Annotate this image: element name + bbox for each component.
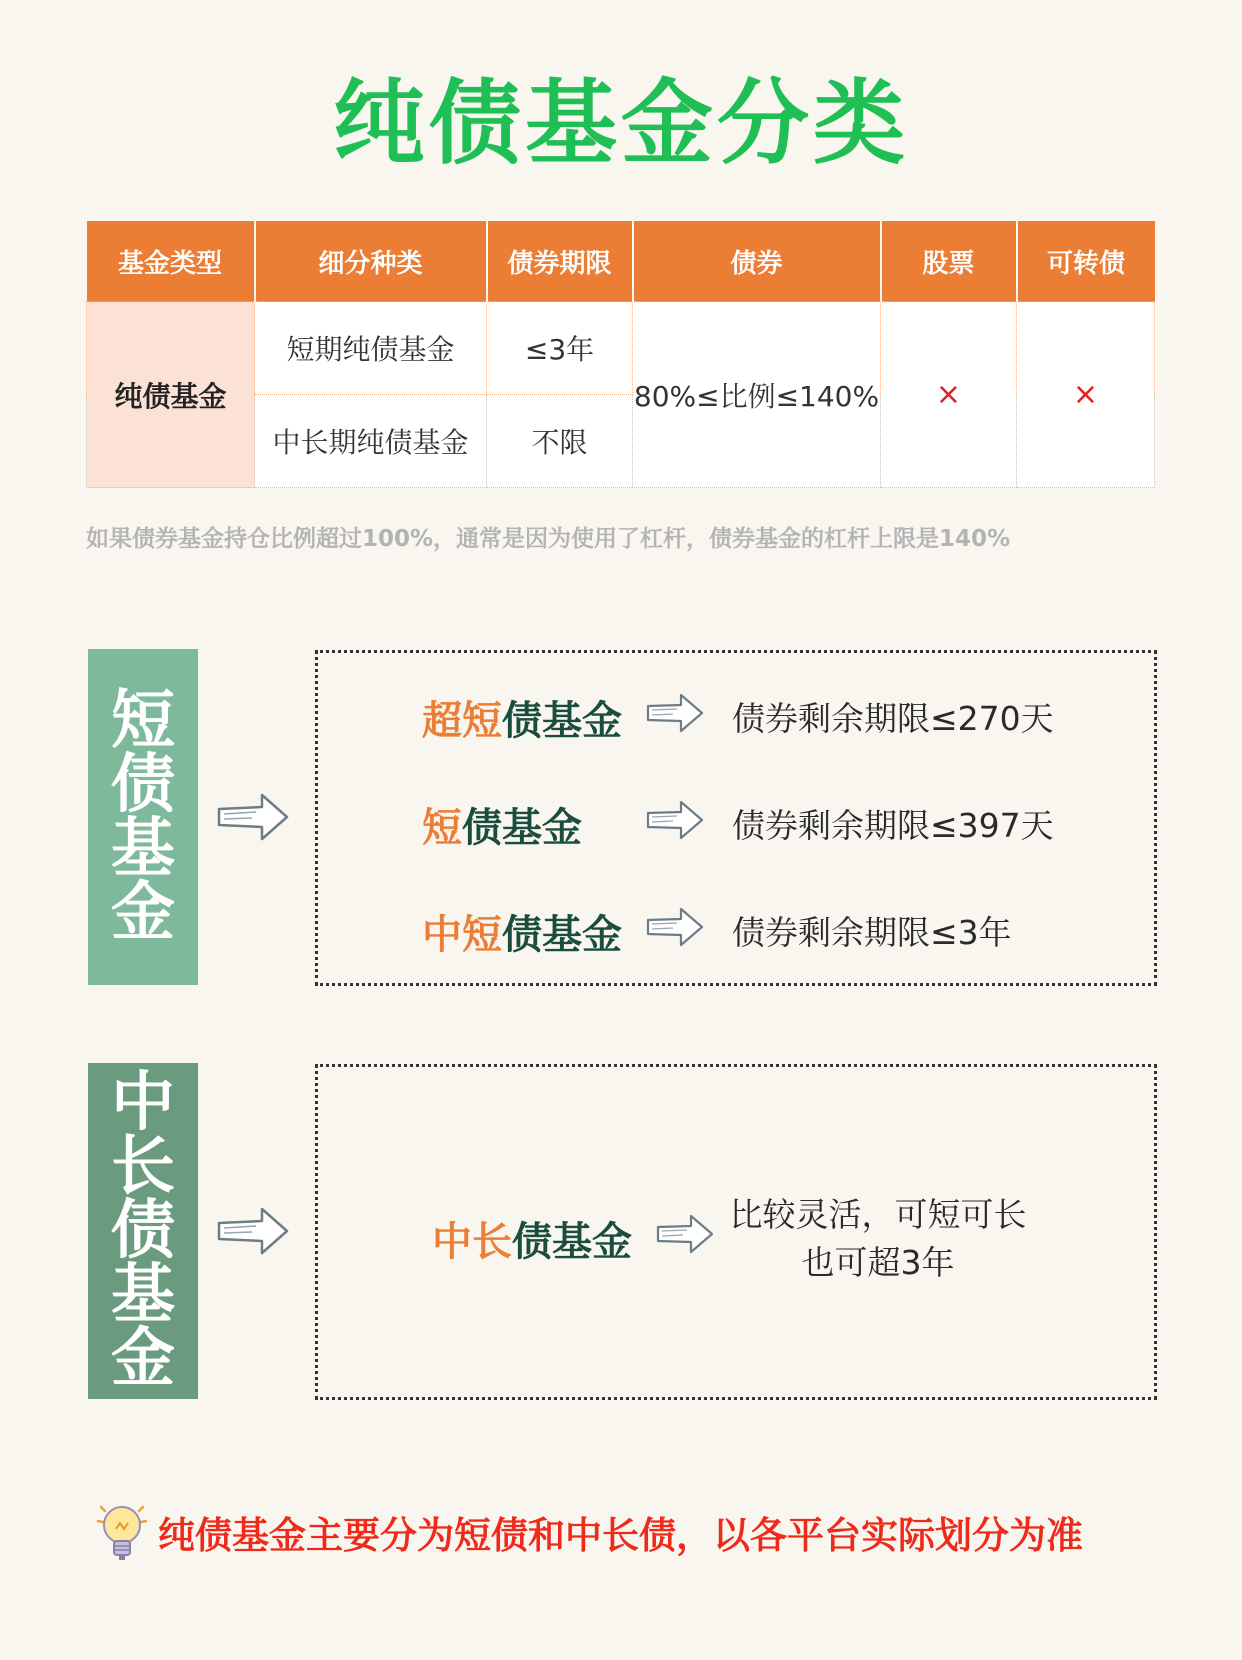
right-arrow-icon	[216, 790, 290, 844]
cell-fund-type: 纯债基金	[87, 302, 255, 488]
desc-line: 也可超3年	[801, 1242, 955, 1282]
header-term: 债券期限	[487, 221, 633, 302]
fund-name: 中长债基金	[432, 1219, 632, 1265]
cell-bond-ratio: 80%≤比例≤140%	[633, 302, 881, 488]
fund-name: 超短债基金	[422, 698, 622, 744]
label-char: 中	[111, 1066, 175, 1140]
desc-line: 比较灵活，可短可长	[729, 1195, 1027, 1234]
header-convertible: 可转债	[1017, 221, 1155, 302]
header-stock: 股票	[881, 221, 1017, 302]
long-bond-label	[88, 1063, 198, 1399]
fund-classification-table	[86, 221, 1155, 488]
cell-term: 不限	[487, 395, 633, 488]
table-header-row	[87, 221, 1155, 302]
label-char: 债	[111, 748, 175, 822]
table-row	[87, 302, 1155, 395]
cell-subtype: 中长期纯债基金	[255, 395, 487, 488]
header-subtype: 细分种类	[255, 221, 487, 302]
tip-text: 纯债基金主要分为短债和中长债，以各平台实际划分为准	[158, 1514, 1083, 1557]
fund-name: 中短债基金	[422, 912, 622, 958]
label-char: 短	[111, 684, 175, 758]
right-arrow-icon	[655, 1212, 715, 1256]
label-char: 金	[111, 876, 175, 950]
label-char: 基	[111, 812, 175, 886]
fund-term-desc: 债券剩余期限≤3年	[732, 913, 1012, 952]
right-arrow-icon	[645, 798, 705, 842]
fund-term-desc: 债券剩余期限≤270天	[732, 699, 1054, 738]
header-bond: 债券	[633, 221, 881, 302]
fund-term-desc	[728, 1191, 1028, 1287]
leverage-note: 如果债券基金持仓比例超过100%，通常是因为使用了杠杆，债券基金的杠杆上限是140%	[86, 526, 1011, 552]
short-bond-label	[88, 649, 198, 985]
right-arrow-icon	[216, 1204, 290, 1258]
cell-stock: ×	[881, 302, 1017, 488]
cell-term: ≤3年	[487, 302, 633, 395]
label-char: 基	[111, 1258, 175, 1332]
long-bond-panel	[315, 1064, 1157, 1400]
lightbulb-icon	[94, 1499, 150, 1565]
label-char: 长	[111, 1130, 175, 1204]
short-bond-panel	[315, 650, 1157, 986]
right-arrow-icon	[645, 691, 705, 735]
cell-convertible: ×	[1017, 302, 1155, 488]
fund-term-desc: 债券剩余期限≤397天	[732, 806, 1054, 845]
cell-subtype: 短期纯债基金	[255, 302, 487, 395]
header-fund-type: 基金类型	[87, 221, 255, 302]
label-char: 债	[111, 1194, 175, 1268]
label-char: 金	[111, 1322, 175, 1396]
page-title: 纯债基金分类	[332, 70, 909, 177]
summary-tip	[94, 1497, 1083, 1567]
right-arrow-icon	[645, 905, 705, 949]
fund-name: 短债基金	[422, 805, 582, 851]
